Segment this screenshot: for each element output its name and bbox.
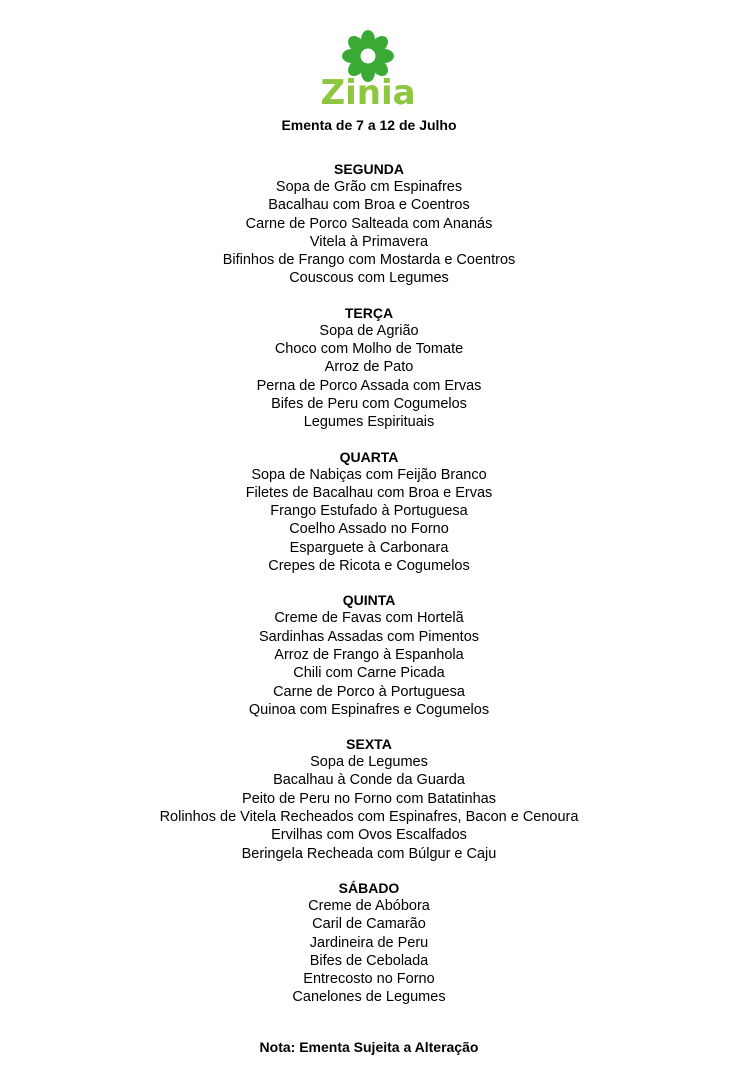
dish-item: Sopa de Agrião <box>319 322 419 339</box>
dish-item: Sopa de Legumes <box>310 754 428 771</box>
zinia-logo <box>318 28 418 110</box>
day-heading: QUINTA <box>342 592 396 609</box>
dish-item: Choco com Molho de Tomate <box>274 341 464 358</box>
dish-item: Chili com Carne Picada <box>293 665 445 682</box>
dish-item: Bifinhos de Frango com Mostarda e Coentros <box>222 252 516 269</box>
dish-item: Creme de Favas com Hortelã <box>274 610 464 627</box>
dish-item: Bacalhau com Broa e Coentros <box>268 197 470 214</box>
dish-item: Filetes de Bacalhau com Broa e Ervas <box>245 484 493 501</box>
dish-item: Legumes Espirituais <box>303 414 435 431</box>
day-section <box>0 591 738 719</box>
dish-item: Coelho Assado no Forno <box>289 521 449 538</box>
day-section <box>0 735 738 863</box>
dish-item: Rolinhos de Vitela Recheados com Espinafres, Bacon e Cenoura <box>159 809 579 826</box>
logo-text: Zinia <box>320 73 416 110</box>
dish-item: Peito de Peru no Forno com Batatinhas <box>242 790 496 807</box>
page-title: Ementa de 7 a 12 de Julho <box>281 117 457 133</box>
dish-item: Sardinhas Assadas com Pimentos <box>258 628 480 645</box>
dish-item: Frango Estufado à Portuguesa <box>270 503 468 520</box>
day-section <box>0 160 738 288</box>
weekly-menu <box>0 160 738 1023</box>
dish-item: Bifes de Cebolada <box>309 952 429 969</box>
day-heading: TERÇA <box>344 304 394 321</box>
dish-item: Bacalhau à Conde da Guarda <box>273 772 465 789</box>
dish-item: Sopa de Grão cm Espinafres <box>275 179 463 195</box>
dish-item: Entrecosto no Forno <box>303 971 435 988</box>
dish-item: Creme de Abóbora <box>308 897 430 914</box>
day-section <box>0 304 738 432</box>
day-heading: QUARTA <box>339 448 399 465</box>
dish-item: Arroz de Frango à Espanhola <box>274 646 464 663</box>
dish-item: Ervilhas com Ovos Escalfados <box>271 827 467 844</box>
dish-item: Arroz de Pato <box>324 359 414 376</box>
dish-item: Caril de Camarão <box>312 916 426 933</box>
dish-item: Jardineira de Peru <box>309 934 429 951</box>
dish-item: Perna de Porco Assada com Ervas <box>256 377 482 394</box>
day-section <box>0 448 738 576</box>
dish-item: Carne de Porco Salteada com Ananás <box>245 215 493 232</box>
dish-item: Sopa de Nabiças com Feijão Branco <box>251 466 487 483</box>
dish-item: Bifes de Peru com Cogumelos <box>271 395 467 412</box>
dish-item: Vitela à Primavera <box>309 233 429 250</box>
day-heading: SEGUNDA <box>333 161 404 177</box>
dish-item: Quinoa com Espinafres e Cogumelos <box>248 701 490 718</box>
dish-item: Beringela Recheada com Búlgur e Caju <box>241 845 497 862</box>
day-section <box>0 879 738 1007</box>
day-heading: SÁBADO <box>338 879 400 896</box>
dish-item: Esparguete à Carbonara <box>289 539 449 556</box>
day-heading: SEXTA <box>346 736 392 753</box>
dish-item: Couscous com Legumes <box>289 270 449 287</box>
dish-item: Crepes de Ricota e Cogumelos <box>268 558 470 575</box>
disclaimer-note: Nota: Ementa Sujeita a Alteração <box>259 1039 479 1055</box>
dish-item: Carne de Porco à Portuguesa <box>273 683 465 700</box>
dish-item: Canelones de Legumes <box>292 989 446 1006</box>
flower-icon <box>318 28 418 110</box>
